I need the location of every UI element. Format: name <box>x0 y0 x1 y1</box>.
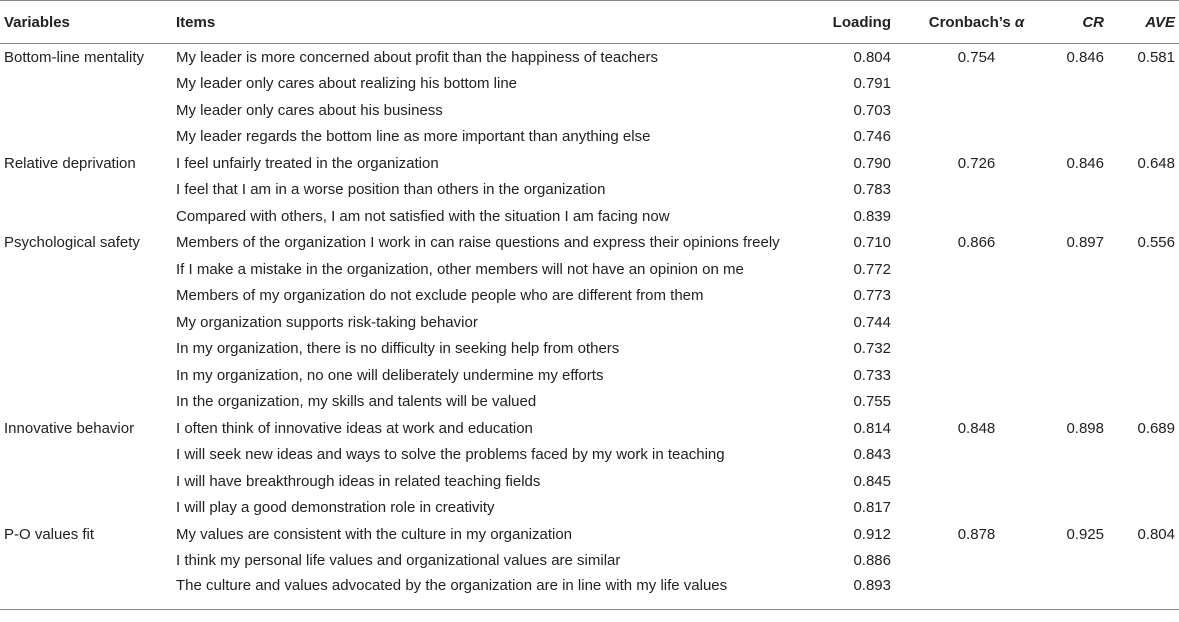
table-row <box>0 203 1179 230</box>
item-cell: I will have breakthrough ideas in related teaching fields <box>176 472 541 490</box>
loading-cell: 0.746 <box>853 128 891 146</box>
cronbach-alpha-cell <box>908 203 1039 230</box>
loading-cell: 0.772 <box>853 260 891 278</box>
cr-cell: 0.898 <box>1066 419 1104 437</box>
cronbach-alpha-cell <box>908 256 1039 283</box>
cronbach-alpha-cell <box>908 283 1039 310</box>
ave-cell <box>1104 256 1179 283</box>
table-row <box>0 97 1179 124</box>
ave-cell: 0.648 <box>1137 154 1175 172</box>
cronbach-alpha-cell: 0.866 <box>957 234 996 252</box>
cronbach-alpha-cell <box>908 97 1039 124</box>
item-cell: In the organization, my skills and talents will be valued <box>176 393 537 411</box>
cr-cell: 0.925 <box>1066 525 1104 543</box>
cronbach-alpha-cell <box>908 574 1039 610</box>
loading-cell: 0.839 <box>853 207 891 225</box>
loading-cell: 0.773 <box>853 287 891 305</box>
cr-cell <box>1039 362 1104 389</box>
cr-cell <box>1039 203 1104 230</box>
table-row <box>0 415 1179 442</box>
variable-cell: Psychological safety <box>4 234 140 252</box>
ave-cell <box>1104 309 1179 336</box>
cr-cell <box>1039 574 1104 610</box>
item-cell: Members of my organization do not exclude people who are different from them <box>176 287 704 305</box>
header-items: Items <box>176 1 816 44</box>
variable-cell <box>0 442 176 469</box>
loading-cell: 0.703 <box>853 101 891 119</box>
cronbach-alpha-cell <box>908 309 1039 336</box>
ave-cell <box>1104 442 1179 469</box>
loading-cell: 0.886 <box>853 552 891 570</box>
item-cell: I will seek new ideas and ways to solve the problems faced by my work in teaching <box>176 446 725 464</box>
variable-cell <box>0 548 176 575</box>
cr-cell: 0.846 <box>1066 48 1104 66</box>
variable-cell <box>0 336 176 363</box>
variable-cell: Innovative behavior <box>4 419 135 437</box>
cronbach-alpha-cell: 0.848 <box>957 419 996 437</box>
item-cell: If I make a mistake in the organization, other members will not have an opinion on me <box>176 260 744 278</box>
variable-cell <box>0 177 176 204</box>
table-row <box>0 230 1179 257</box>
item-cell: My values are consistent with the culture in my organization <box>176 525 573 543</box>
header-row <box>0 1 1179 44</box>
cr-cell <box>1039 495 1104 522</box>
cronbach-alpha-cell <box>908 468 1039 495</box>
ave-cell <box>1104 97 1179 124</box>
cronbach-alpha-cell <box>908 389 1039 416</box>
variable-cell <box>0 71 176 98</box>
variable-cell <box>0 256 176 283</box>
cr-cell <box>1039 256 1104 283</box>
header-ave: AVE <box>1104 1 1179 44</box>
variable-cell: P-O values fit <box>4 525 95 543</box>
loading-cell: 0.912 <box>853 525 891 543</box>
table-row <box>0 521 1179 548</box>
ave-cell <box>1104 283 1179 310</box>
cronbach-alpha-cell <box>908 177 1039 204</box>
table-body <box>0 44 1179 610</box>
variable-cell <box>0 389 176 416</box>
item-cell: In my organization, no one will deliberately undermine my efforts <box>176 366 604 384</box>
table-row <box>0 150 1179 177</box>
cr-cell: 0.897 <box>1066 234 1104 252</box>
table-row <box>0 256 1179 283</box>
cr-cell <box>1039 336 1104 363</box>
loading-cell: 0.732 <box>853 340 891 358</box>
variable-cell: Bottom-line mentality <box>4 48 145 66</box>
item-cell: Compared with others, I am not satisfied with the situation I am facing now <box>176 207 670 225</box>
variable-cell: Relative deprivation <box>4 154 136 172</box>
loading-cell: 0.817 <box>853 499 891 517</box>
ave-cell: 0.804 <box>1137 525 1175 543</box>
item-cell: I think my personal life values and organizational values are similar <box>176 552 621 570</box>
variable-cell <box>0 362 176 389</box>
variable-cell <box>0 468 176 495</box>
item-cell: My leader only cares about his business <box>176 101 443 119</box>
item-cell: My leader regards the bottom line as more important than anything else <box>176 128 651 146</box>
item-cell: My leader is more concerned about profit than the happiness of teachers <box>176 48 658 66</box>
loading-cell: 0.790 <box>853 154 891 172</box>
cronbach-alpha-cell <box>908 362 1039 389</box>
cronbach-alpha-cell: 0.726 <box>957 154 996 172</box>
ave-cell <box>1104 495 1179 522</box>
ave-cell <box>1104 574 1179 610</box>
ave-cell <box>1104 203 1179 230</box>
variable-cell <box>0 124 176 151</box>
cr-cell <box>1039 71 1104 98</box>
loading-cell: 0.893 <box>816 574 908 610</box>
loading-cell: 0.710 <box>853 234 891 252</box>
variable-cell <box>0 309 176 336</box>
table-row <box>0 362 1179 389</box>
item-cell: My leader only cares about realizing his bottom line <box>176 75 518 93</box>
item-cell: I feel unfairly treated in the organization <box>176 154 439 172</box>
loading-cell: 0.843 <box>853 446 891 464</box>
item-cell: I will play a good demonstration role in creativity <box>176 499 495 517</box>
header-loading: Loading <box>816 1 908 44</box>
variable-cell <box>0 203 176 230</box>
header-cronbach-alpha: Cronbach’s α <box>908 1 1039 44</box>
table-row <box>0 389 1179 416</box>
loading-cell: 0.744 <box>853 313 891 331</box>
table-row <box>0 442 1179 469</box>
ave-cell: 0.581 <box>1137 48 1175 66</box>
cr-cell <box>1039 442 1104 469</box>
header-cr: CR <box>1039 1 1104 44</box>
table-row <box>0 548 1179 575</box>
table-row <box>0 336 1179 363</box>
loading-cell: 0.814 <box>853 419 891 437</box>
ave-cell <box>1104 389 1179 416</box>
table-row <box>0 309 1179 336</box>
cr-cell <box>1039 309 1104 336</box>
cr-cell <box>1039 177 1104 204</box>
cronbach-alpha-cell <box>908 442 1039 469</box>
cr-cell <box>1039 97 1104 124</box>
item-cell: My organization supports risk-taking behavior <box>176 313 478 331</box>
cr-cell: 0.846 <box>1066 154 1104 172</box>
ave-cell <box>1104 336 1179 363</box>
cr-cell <box>1039 548 1104 575</box>
loading-cell: 0.804 <box>853 48 891 66</box>
cronbach-alpha-cell <box>908 336 1039 363</box>
table-row <box>0 44 1179 71</box>
variable-cell <box>0 574 176 610</box>
loading-cell: 0.791 <box>853 75 891 93</box>
item-cell: Members of the organization I work in can raise questions and express their opinions freely <box>176 234 780 252</box>
loading-cell: 0.783 <box>853 181 891 199</box>
cr-cell <box>1039 389 1104 416</box>
table-row <box>0 574 1179 610</box>
variable-cell <box>0 97 176 124</box>
cronbach-alpha-cell: 0.754 <box>957 48 996 66</box>
loading-cell: 0.755 <box>853 393 891 411</box>
table-row <box>0 124 1179 151</box>
header-variables: Variables <box>0 1 176 44</box>
variable-cell <box>0 495 176 522</box>
variable-cell <box>0 283 176 310</box>
item-cell: I feel that I am in a worse position than others in the organization <box>176 181 606 199</box>
ave-cell <box>1104 548 1179 575</box>
cronbach-alpha-cell <box>908 495 1039 522</box>
table-row <box>0 71 1179 98</box>
table-row <box>0 495 1179 522</box>
ave-cell <box>1104 362 1179 389</box>
ave-cell <box>1104 468 1179 495</box>
cronbach-alpha-cell <box>908 71 1039 98</box>
ave-cell <box>1104 124 1179 151</box>
cr-cell <box>1039 468 1104 495</box>
cronbach-alpha-cell <box>908 548 1039 575</box>
cr-cell <box>1039 124 1104 151</box>
cronbach-alpha-cell: 0.878 <box>957 525 996 543</box>
ave-cell: 0.556 <box>1137 234 1175 252</box>
ave-cell <box>1104 71 1179 98</box>
loading-cell: 0.733 <box>853 366 891 384</box>
table-row <box>0 468 1179 495</box>
table-header <box>0 1 1179 44</box>
cr-cell <box>1039 283 1104 310</box>
item-cell: I often think of innovative ideas at work and education <box>176 419 533 437</box>
alpha-symbol: α <box>1014 13 1025 31</box>
cronbach-alpha-cell <box>908 124 1039 151</box>
item-cell: In my organization, there is no difficulty in seeking help from others <box>176 340 620 358</box>
table-row <box>0 283 1179 310</box>
ave-cell <box>1104 177 1179 204</box>
item-cell: The culture and values advocated by the organization are in line with my life values <box>176 574 816 610</box>
ave-cell: 0.689 <box>1137 419 1175 437</box>
table-row <box>0 177 1179 204</box>
loading-cell: 0.845 <box>853 472 891 490</box>
